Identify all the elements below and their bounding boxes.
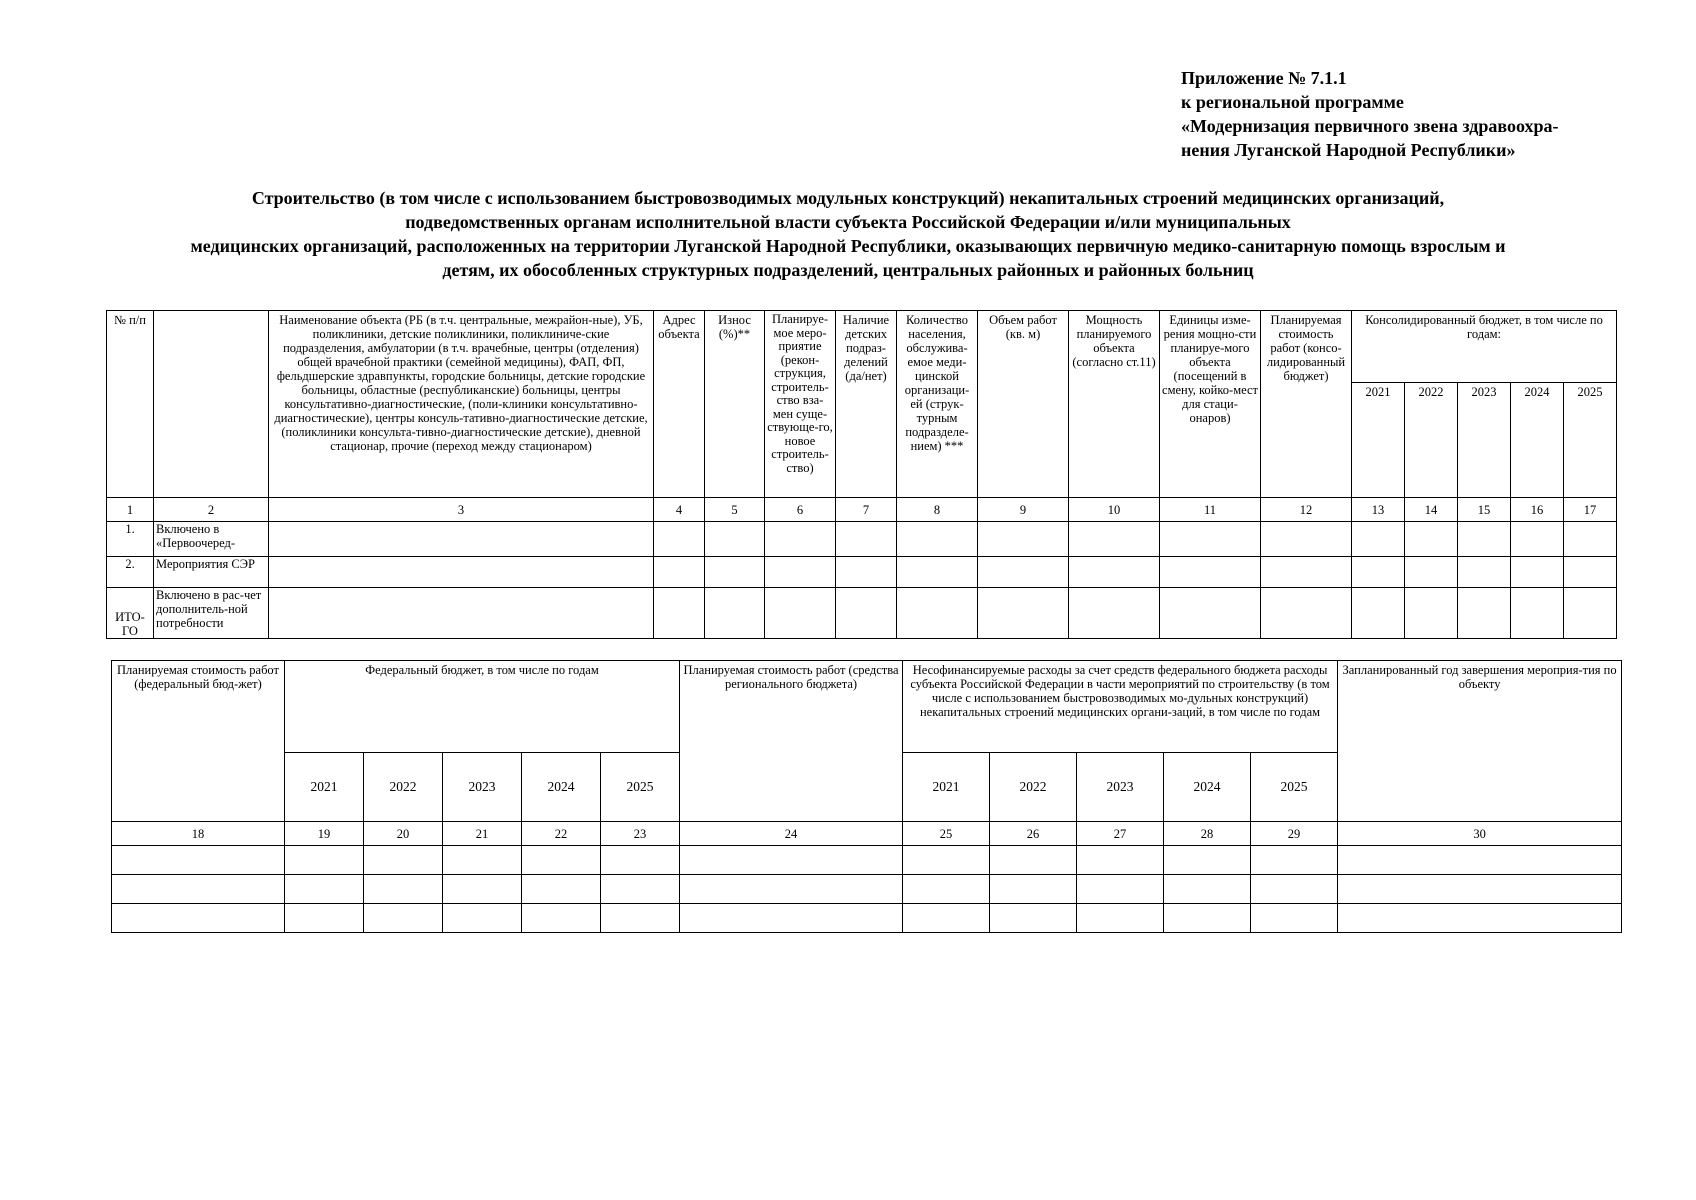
- table-cell: [1458, 522, 1511, 557]
- table-cell: [765, 557, 836, 588]
- header-address: Адрес объекта: [654, 311, 705, 498]
- table-cell: [364, 904, 443, 933]
- header-year: 2021: [285, 753, 364, 822]
- table-cell: [990, 846, 1077, 875]
- header-year: 2024: [1164, 753, 1251, 822]
- header-year: 2025: [601, 753, 680, 822]
- table-cell: [1160, 557, 1261, 588]
- header-year: 2021: [1352, 383, 1405, 498]
- table-cell: [1405, 522, 1458, 557]
- table-cell: [522, 875, 601, 904]
- table-cell: [990, 875, 1077, 904]
- table-cell: [680, 846, 903, 875]
- row-number: 2.: [107, 557, 154, 588]
- column-number: 20: [364, 822, 443, 846]
- table-cell: [443, 875, 522, 904]
- table-row: [112, 846, 1622, 875]
- table-cell: [1511, 557, 1564, 588]
- table-cell: [1564, 522, 1617, 557]
- table-cell: [897, 557, 978, 588]
- table-cell: [705, 588, 765, 639]
- table-cell: [654, 588, 705, 639]
- header-year: 2025: [1564, 383, 1617, 498]
- header-year: 2023: [443, 753, 522, 822]
- table-cell: [1564, 588, 1617, 639]
- table-cell: [1077, 875, 1164, 904]
- table-cell: [1164, 904, 1251, 933]
- appendix-line: к региональной программе: [1181, 92, 1404, 112]
- table-cell: [1458, 557, 1511, 588]
- table-row: [107, 557, 1617, 588]
- table-cell: [1077, 846, 1164, 875]
- column-number: 25: [903, 822, 990, 846]
- title-line: Строительство (в том числе с использованием быстровозводимых модульных конструкций) некапитальных строений медицинских организаций,: [251, 188, 1445, 208]
- header-planned-measure: Планируе-мое меро-приятие (рекон-струкция, строитель-ство вза-мен суще-ствующе-го, новое строитель-ство): [765, 311, 836, 498]
- table-cell: [705, 557, 765, 588]
- column-number: 6: [765, 498, 836, 522]
- table-cell: [654, 522, 705, 557]
- header-object-name: Наименование объекта (РБ (в т.ч. центральные, межрайон-ные), УБ, поликлиники, детские поликлиники, поликлиниче-ские подразделения, амбулатории (в т.ч. врачебные, центры (отделения) общей врачебной практики (семейной медицины), ФАП, ФП, фельдшерские здравпункты, городские больницы, детские городские больницы, областные (республиканские) больницы, центры консультативно-диагностические, (поли-клиники консультативно-диагностические), центры консуль-тативно-диагностические детские, (поликлиники консульта-тивно-диагностические детские), дневной стационар, прочие (переход между стационаром): [269, 311, 654, 498]
- row-number: 1.: [107, 522, 154, 557]
- table-cell: [903, 904, 990, 933]
- table-cell: [522, 904, 601, 933]
- table-cell: [903, 875, 990, 904]
- header-year: 2021: [903, 753, 990, 822]
- table-row: [112, 875, 1622, 904]
- column-number: 15: [1458, 498, 1511, 522]
- column-number: 24: [680, 822, 903, 846]
- table-cell: [1405, 588, 1458, 639]
- table-cell: [364, 846, 443, 875]
- budget-table: [111, 660, 1622, 933]
- table-cell: [269, 588, 654, 639]
- table-cell: [1160, 588, 1261, 639]
- header-capacity: Мощность планируемого объекта (согласно ст.11): [1069, 311, 1160, 498]
- header-regional-cost: Планируемая стоимость работ (средства регионального бюджета): [680, 661, 903, 822]
- table-cell: [1458, 588, 1511, 639]
- column-number: 3: [269, 498, 654, 522]
- table-cell: [1338, 875, 1622, 904]
- table-cell: [654, 557, 705, 588]
- column-number: 4: [654, 498, 705, 522]
- table-cell: [1069, 557, 1160, 588]
- header-children-units: Наличие детских подраз-делений (да/нет): [836, 311, 897, 498]
- appendix-line: «Модернизация первичного звена здравоохра-: [1181, 116, 1559, 136]
- table-cell: [765, 522, 836, 557]
- header-number: № п/п: [107, 311, 154, 498]
- row-label: Включено в рас-чет дополнитель-ной потребности: [154, 588, 269, 639]
- table-cell: [897, 588, 978, 639]
- row-label: Мероприятия СЭР: [154, 557, 269, 588]
- table-cell: [978, 557, 1069, 588]
- table-cell: [1405, 557, 1458, 588]
- table-cell: [1077, 904, 1164, 933]
- title-line: детям, их обособленных структурных подразделений, центральных районных и районных больниц: [442, 260, 1254, 280]
- row-number: ИТО-ГО: [107, 588, 154, 639]
- table-cell: [1164, 875, 1251, 904]
- table-cell: [601, 846, 680, 875]
- table-cell: [269, 522, 654, 557]
- table-cell: [1069, 522, 1160, 557]
- table-cell: [269, 557, 654, 588]
- table-cell: [1261, 588, 1352, 639]
- header-work-volume: Объем работ (кв. м): [978, 311, 1069, 498]
- column-number: 26: [990, 822, 1077, 846]
- column-number: 1: [107, 498, 154, 522]
- header-wear: Износ (%)**: [705, 311, 765, 498]
- header-consolidated-budget: Консолидированный бюджет, в том числе по годам:: [1352, 311, 1617, 383]
- table-cell: [112, 875, 285, 904]
- table-cell: [1251, 875, 1338, 904]
- header-planned-cost: Планируемая стоимость работ (консо-лидированный бюджет): [1261, 311, 1352, 498]
- table-cell: [978, 522, 1069, 557]
- table-cell: [443, 904, 522, 933]
- title-line: подведомственных органам исполнительной власти субъекта Российской Федерации и/или муниципальных: [405, 212, 1291, 232]
- table-cell: [1564, 557, 1617, 588]
- column-number: 9: [978, 498, 1069, 522]
- column-number: 5: [705, 498, 765, 522]
- table-cell: [522, 846, 601, 875]
- table-cell: [1338, 904, 1622, 933]
- header-uncofinanced: Несофинансируемые расходы за счет средств федерального бюджета расходы субъекта Российской Федерации в части мероприятий по строительству (в том числе с использованием быстровозводимых мо-дульных конструкций) некапитальных строений медицинских органи-заций, в том числе по годам: [903, 661, 1338, 753]
- column-number: 13: [1352, 498, 1405, 522]
- table-cell: [364, 875, 443, 904]
- table-cell: [705, 522, 765, 557]
- table-cell: [897, 522, 978, 557]
- row-label: Включено в «Первоочеред-: [154, 522, 269, 557]
- header-year: 2023: [1077, 753, 1164, 822]
- table-cell: [1511, 522, 1564, 557]
- objects-table: [106, 310, 1617, 639]
- table-cell: [1164, 846, 1251, 875]
- table-cell: [680, 875, 903, 904]
- column-number: 8: [897, 498, 978, 522]
- header-federal-cost: Планируемая стоимость работ (федеральный бюд-жет): [112, 661, 285, 822]
- column-number: 11: [1160, 498, 1261, 522]
- table-cell: [601, 875, 680, 904]
- header-year: 2024: [1511, 383, 1564, 498]
- header-year: 2023: [1458, 383, 1511, 498]
- header-year: 2022: [1405, 383, 1458, 498]
- table-cell: [1352, 588, 1405, 639]
- table-cell: [1160, 522, 1261, 557]
- table-row: [107, 522, 1617, 557]
- column-number: 10: [1069, 498, 1160, 522]
- table-cell: [1352, 557, 1405, 588]
- title-line: медицинских организаций, расположенных на территории Луганской Народной Республики, оказывающих первичную медико-санитарную помощь взрослым и: [190, 236, 1506, 256]
- table-row: [112, 904, 1622, 933]
- column-number: 2: [154, 498, 269, 522]
- column-number: 28: [1164, 822, 1251, 846]
- table-cell: [285, 846, 364, 875]
- table-cell: [1069, 588, 1160, 639]
- column-number: 14: [1405, 498, 1458, 522]
- table-cell: [112, 904, 285, 933]
- table-cell: [978, 588, 1069, 639]
- appendix-number: Приложение № 7.1.1: [1181, 68, 1347, 88]
- document-title: [60, 186, 1636, 282]
- column-number: 7: [836, 498, 897, 522]
- table-cell: [836, 557, 897, 588]
- column-number: 22: [522, 822, 601, 846]
- header-federal-budget: Федеральный бюджет, в том числе по годам: [285, 661, 680, 753]
- column-number: 19: [285, 822, 364, 846]
- column-number: 17: [1564, 498, 1617, 522]
- column-number: 21: [443, 822, 522, 846]
- column-number: 23: [601, 822, 680, 846]
- column-number: 29: [1251, 822, 1338, 846]
- column-number: 27: [1077, 822, 1164, 846]
- table-cell: [903, 846, 990, 875]
- column-number: 18: [112, 822, 285, 846]
- table-cell: [601, 904, 680, 933]
- table-cell: [112, 846, 285, 875]
- table-cell: [1352, 522, 1405, 557]
- table-cell: [1251, 904, 1338, 933]
- table-cell: [443, 846, 522, 875]
- table-cell: [990, 904, 1077, 933]
- table-cell: [1261, 557, 1352, 588]
- table-cell: [680, 904, 903, 933]
- table-cell: [836, 588, 897, 639]
- table-row: [107, 588, 1617, 639]
- column-number: 12: [1261, 498, 1352, 522]
- header-year: 2024: [522, 753, 601, 822]
- header-completion-year: Запланированный год завершения мероприя-тия по объекту: [1338, 661, 1622, 822]
- appendix-line: нения Луганской Народной Республики»: [1181, 140, 1516, 160]
- table-cell: [1338, 846, 1622, 875]
- header-year: 2025: [1251, 753, 1338, 822]
- table-cell: [1261, 522, 1352, 557]
- table-cell: [765, 588, 836, 639]
- header-year: 2022: [364, 753, 443, 822]
- table-cell: [285, 875, 364, 904]
- header-capacity-units: Единицы изме-рения мощно-сти планируе-мого объекта (посещений в смену, койко-мест для стаци-онаров): [1160, 311, 1261, 498]
- table-cell: [285, 904, 364, 933]
- table-cell: [1251, 846, 1338, 875]
- column-number: 16: [1511, 498, 1564, 522]
- table-cell: [836, 522, 897, 557]
- table-cell: [1511, 588, 1564, 639]
- header-population: Количество населения, обслужива-емое меди-цинской организаци-ей (струк-турным подразделе-нием) ***: [897, 311, 978, 498]
- header-category: [154, 311, 269, 498]
- header-year: 2022: [990, 753, 1077, 822]
- column-number: 30: [1338, 822, 1622, 846]
- appendix-header: [1181, 66, 1681, 162]
